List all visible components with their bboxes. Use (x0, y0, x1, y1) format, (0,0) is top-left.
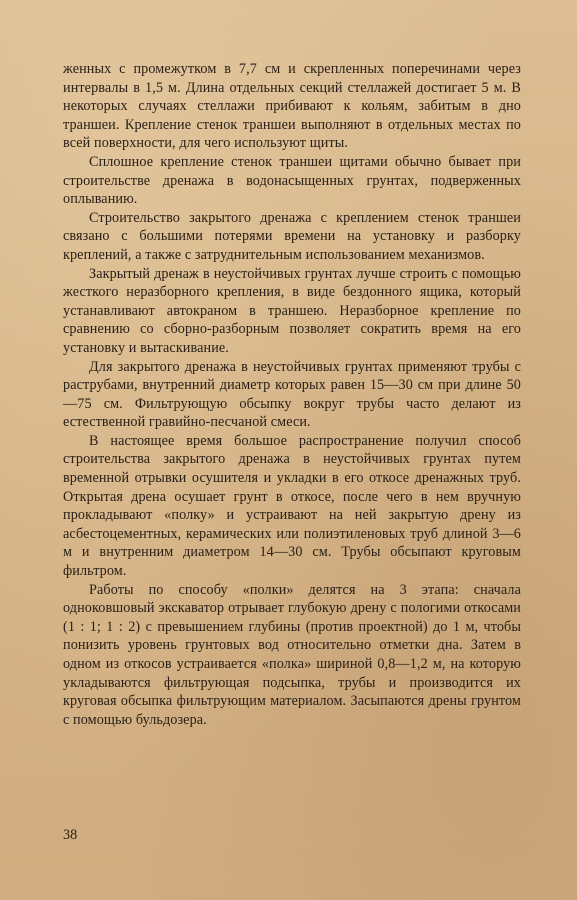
paragraph-2: Сплошное крепление стенок траншеи щитами обычно бывает при строительстве дренажа в водонасыщенных грунтах, подверженных оплыванию. (63, 153, 521, 208)
page-number: 38 (63, 827, 78, 843)
paragraph-1: женных с промежутком в 7,7 см и скрепленных поперечинами через интервалы в 1,5 м. Длина отдельных секций стеллажей достигает 5 м. В некоторых случаях стеллажи прибивают к кольям, забитым в дно траншеи. Крепление стенок траншеи выполняют в отдельных местах по всей поверхности, для чего используют щиты. (63, 61, 521, 152)
paragraph-3: Строительство закрытого дренажа с креплением стенок траншеи связано с большими потерями времени на установку и разборку креплений, а также с затруднительным использованием механизмов. (63, 209, 521, 263)
paragraph-5: Для закрытого дренажа в неустойчивых грунтах применяют трубы с раструбами, внутренний диаметр которых равен 15—30 см при длине 50—75 см. Фильтрующую обсыпку вокруг трубы часто делают из естественной гравийно-песчаной смеси. (63, 358, 521, 431)
paragraph-4: Закрытый дренаж в неустойчивых грунтах лучше строить с помощью жесткого неразборного крепления, в виде бездонного ящика, который устанавливают автокраном в траншею. Неразборное крепление по сравнению со сборно-разборным позволяет сократить время на его установку и вытаскивание. (63, 265, 521, 356)
paragraph-6: В настоящее время большое распространение получил способ строительства закрытого дренажа в неустойчивых грунтах путем временной отрывки осушителя и укладки в его откосе дренажных труб. Открытая дрена осушает грунт в откосе, после чего в нем вручную прокладывают «полку» и устраивают на ней закрытую дрену из асбестоцементных, керамических или полиэтиленовых труб длиной 3—6 м и внутренним диаметром 14—30 см. Трубы обсыпают круговым фильтром. (63, 432, 521, 580)
body-text (63, 60, 521, 729)
paragraph-7: Работы по способу «полки» делятся на 3 этапа: сначала одноковшовый экскаватор отрывает глубокую дрену с пологими откосами (1 : 1; 1 : 2) с превышением глубины (против проектной) до 1 м, чтобы понизить уровень грунтовых вод относительно отметки дна. Затем в одном из откосов устраивается «полка» шириной 0,8—1,2 м, на которую укладываются фильтрующая подсыпка, трубы и производится их круговая обсыпка фильтрующим материалом. Засыпаются дрены грунтом с помощью бульдозера. (63, 581, 521, 728)
